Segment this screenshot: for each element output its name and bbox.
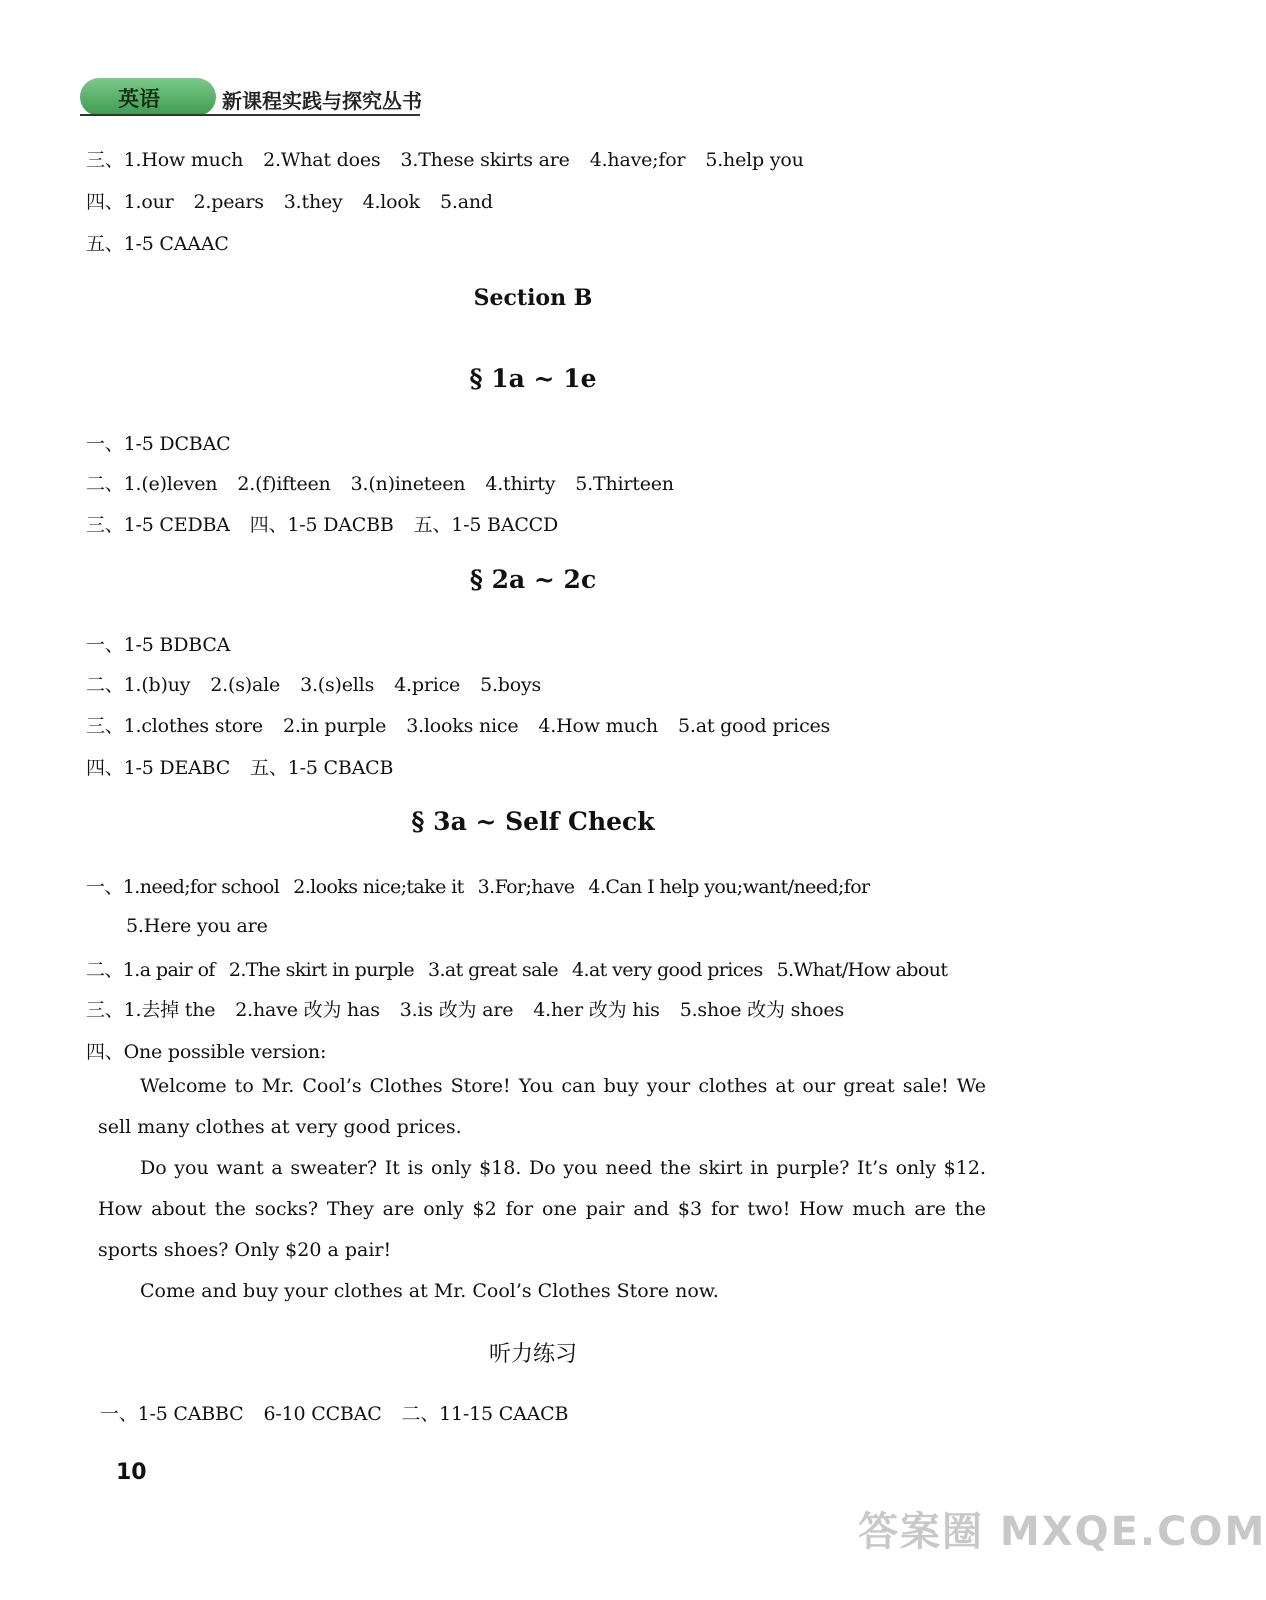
answer-item: 三、1.去掉 the [86,999,216,1021]
answer-line [86,510,578,537]
answer-item: 2.What does [263,149,381,171]
subsection-title: 听力练习 [488,1342,577,1367]
answer-item: 3.(n)ineteen [350,473,466,495]
answer-item: 3.is 改为 are [399,999,514,1021]
answer-item: 4.at very good prices [572,959,763,981]
answer-line: 四、One possible version: [86,1041,327,1063]
answer-item: 4.price [394,674,461,696]
answer-item: 3.For;have [477,876,575,898]
answer-item: 3.at great sale [428,959,559,981]
answer-line [86,753,413,780]
answer-item: 三、1.How much [86,149,244,171]
answer-line [86,670,561,697]
answer-item: 2.have 改为 has [235,999,380,1021]
answer-item: 5.help you [705,149,804,171]
answer-line [86,711,850,738]
answer-item: 4.have;for [589,149,686,171]
answer-item: 四、1-5 DEABC [86,757,231,779]
answer-item: 五、1-5 BACCD [413,514,559,536]
answer-item: 五、1-5 CBACB [250,757,394,779]
answer-item: 4.her 改为 his [533,999,660,1021]
header-divider [80,114,420,116]
answer-item: 四、1.our [86,191,174,213]
answer-item: 4.How much [538,715,658,737]
subsection-title: § 1a ~ 1e [469,364,597,393]
answer-item: 2.(f)ifteen [237,473,331,495]
answer-line [100,1399,588,1426]
answer-item: 三、1-5 CEDBA [86,514,230,536]
answer-item: 5.What/How about [776,959,948,981]
answer-line [86,995,864,1022]
answer-line [86,187,513,214]
answer-item: 5.at good prices [677,715,831,737]
sample-paragraph: Do you want a sweater? It is only $18. Do you need the skirt in purple? It’s only $12. How about the socks? They are only $2 for one pair and $3 for two! How much are the sports shoes? Only $20 a pair! [98,1157,986,1261]
answer-item: 2.The skirt in purple [228,959,414,981]
answer-item: 6-10 CCBAC [263,1403,382,1425]
answer-line [86,872,870,899]
answer-line: 一、1-5 BDBCA [86,634,231,656]
answer-item: 3.These skirts are [400,149,570,171]
answer-item: 4.thirty [485,473,556,495]
answer-item: 二、1.(e)leven [86,473,218,495]
answer-item: 3.(s)ells [300,674,375,696]
subsection-title: § 2a ~ 2c [469,565,597,594]
answer-line [86,469,694,496]
answer-line: 一、1-5 DCBAC [86,433,231,455]
answer-item: 4.Can I help you;want/need;for [588,876,870,898]
answer-item: 二、1.(b)uy [86,674,191,696]
answer-item: 4.look [362,191,420,213]
page-number: 10 [116,1460,147,1485]
answer-item: 2.pears [193,191,264,213]
answer-item: 一、1.need;for school [86,876,280,898]
sample-paragraph: Welcome to Mr. Cool’s Clothes Store! You can buy your clothes at our great sale! We sell many clothes at very good prices. [98,1075,986,1138]
answer-item: 二、11-15 CAACB [401,1403,569,1425]
answer-item: 二、1.a pair of [86,959,215,981]
answer-item: 一、1-5 CABBC [100,1403,244,1425]
answer-item: 三、1.clothes store [86,715,263,737]
subject-label: 英语 [118,87,160,111]
series-title: 新课程实践与探究丛书 [222,89,422,113]
answer-item: 5.boys [480,674,542,696]
answer-line: 5.Here you are [126,915,268,937]
answer-line [86,145,824,172]
answer-item: 5.Thirteen [575,473,674,495]
answer-line: 五、1-5 CAAAC [86,233,229,255]
answer-item: 2.looks nice;take it [293,876,464,898]
answer-line [86,955,947,982]
answer-item: 四、1-5 DACBB [249,514,394,536]
answer-item: 5.shoe 改为 shoes [679,999,845,1021]
section-title: Section B [473,285,593,311]
answer-item: 5.and [439,191,493,213]
watermark: 答案圈 MXQE.COM [858,1509,1266,1555]
subsection-title: § 3a ~ Self Check [411,807,655,836]
sample-paragraph: Come and buy your clothes at Mr. Cool’s Clothes Store now. [140,1280,719,1302]
answer-item: 3.looks nice [406,715,519,737]
answer-item: 2.in purple [282,715,387,737]
answer-item: 3.they [283,191,343,213]
answer-item: 2.(s)ale [210,674,281,696]
